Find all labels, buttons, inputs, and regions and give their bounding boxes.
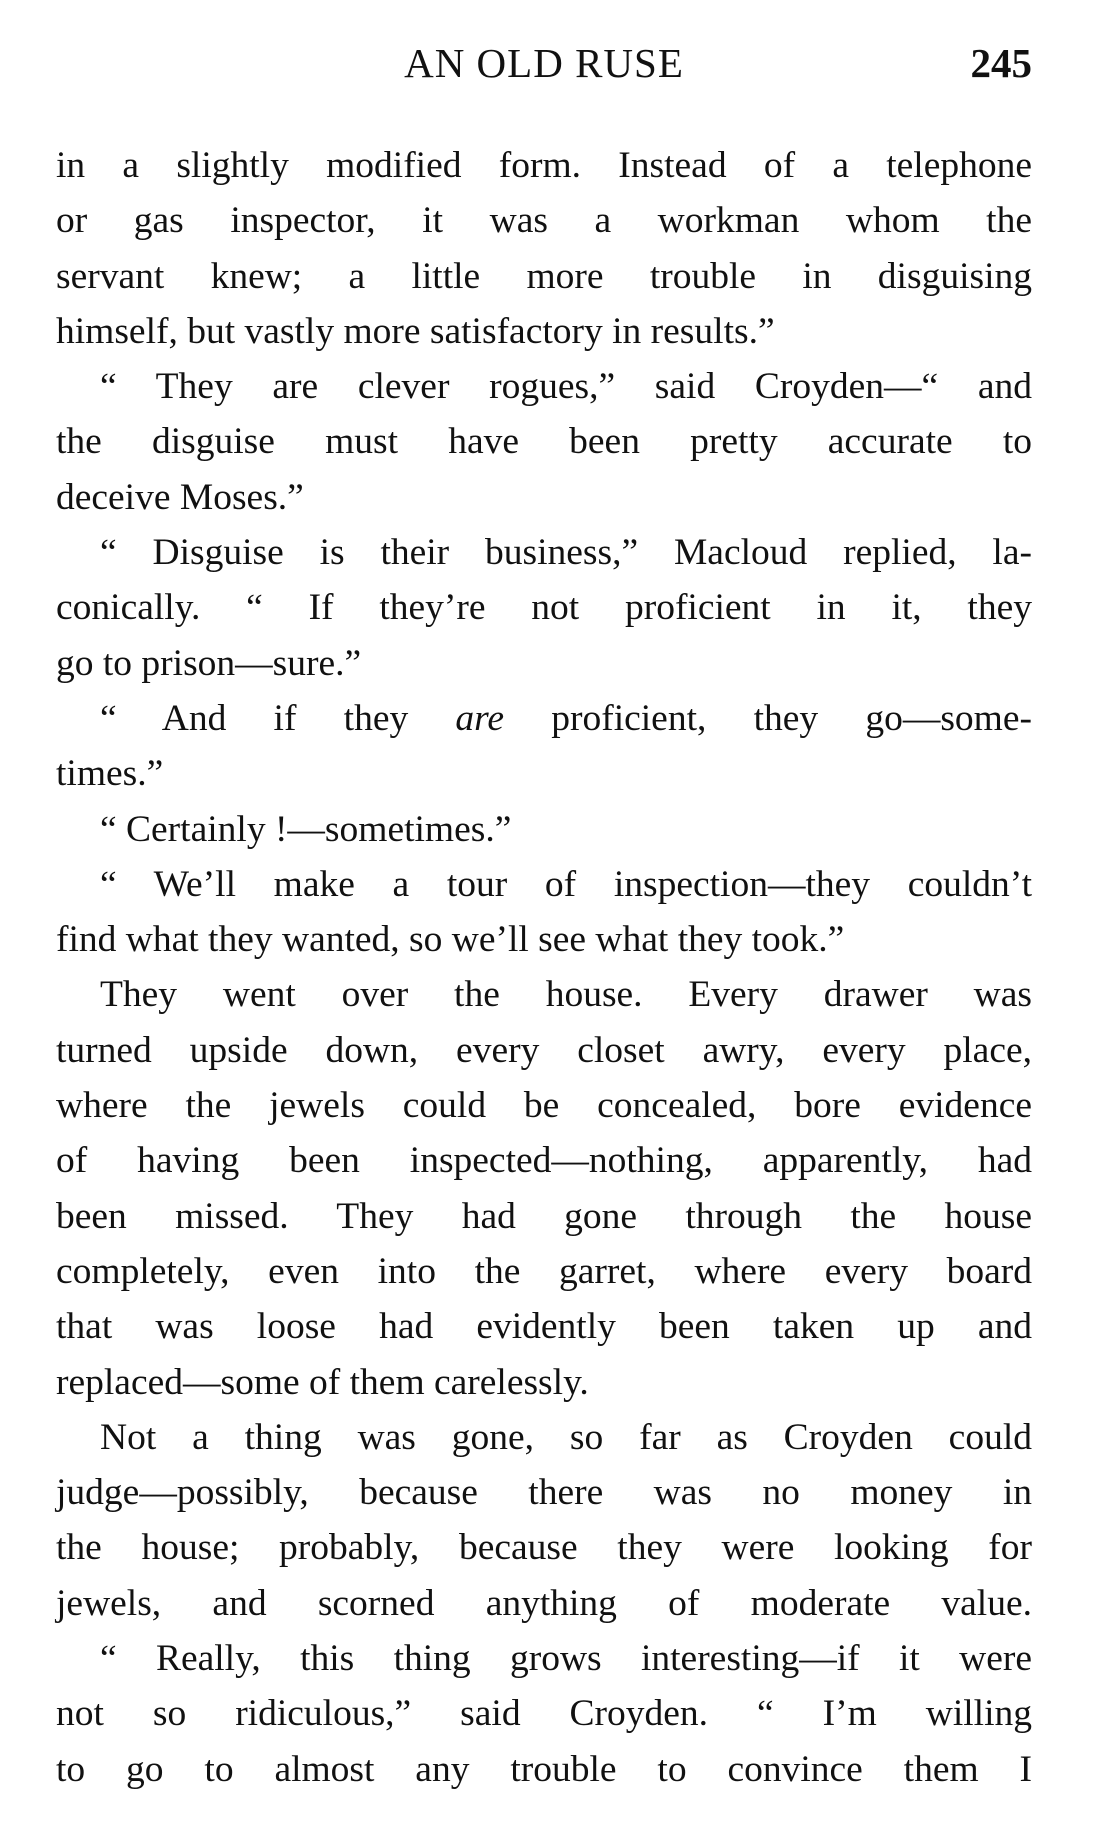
text-line: times.” — [56, 753, 164, 795]
text-line: of having been inspected—nothing, apparently, had — [56, 1140, 1032, 1182]
text-line: judge—possibly, because there was no money in — [56, 1472, 1032, 1514]
text-line: himself, but vastly more satisfactory in results.” — [56, 310, 775, 352]
text-line: servant knew; a little more trouble in disguising — [56, 255, 1032, 297]
page-number: 245 — [970, 40, 1032, 86]
text-line: jewels, and scorned anything of moderate value. — [56, 1582, 1032, 1624]
text-line: the disguise must have been pretty accurate to — [56, 421, 1032, 463]
running-title: AN OLD RUSE — [404, 40, 684, 86]
text-line: find what they wanted, so we’ll see what they took.” — [56, 919, 845, 961]
text-line: to go to almost any trouble to convince them I — [56, 1748, 1032, 1790]
text-line: “ Certainly !—sometimes.” — [100, 808, 512, 850]
text-line: conically. “ If they’re not proficient in it, they — [56, 587, 1032, 629]
text-line: “ We’ll make a tour of inspection—they couldn’t — [100, 863, 1032, 905]
text-line: “ They are clever rogues,” said Croyden—“ and — [100, 366, 1032, 408]
text-line: where the jewels could be concealed, bore evidence — [56, 1085, 1032, 1127]
text-line: turned upside down, every closet awry, every place, — [56, 1029, 1032, 1071]
text-line: the house; probably, because they were looking for — [56, 1527, 1032, 1569]
text-segment: “ And if they — [100, 697, 456, 739]
text-line: been missed. They had gone through the house — [56, 1195, 1032, 1237]
text-line: that was loose had evidently been taken up and — [56, 1306, 1032, 1348]
text-line: deceive Moses.” — [56, 476, 304, 518]
text-line: go to prison—sure.” — [56, 642, 362, 684]
text-line: Not a thing was gone, so far as Croyden could — [100, 1416, 1032, 1458]
page-header — [56, 38, 1032, 88]
text-line: “ Disguise is their business,” Macloud replied, la- — [100, 532, 1032, 574]
text-line — [56, 691, 1032, 746]
text-line: They went over the house. Every drawer was — [100, 974, 1032, 1016]
text-line: “ Really, this thing grows interesting—if it were — [100, 1638, 1032, 1680]
body-text — [56, 138, 1032, 1797]
text-line: or gas inspector, it was a workman whom the — [56, 200, 1032, 242]
text-line: in a slightly modified form. Instead of a telephone — [56, 145, 1032, 186]
text-segment: proficient, they go—some- — [504, 697, 1032, 739]
text-line: not so ridiculous,” said Croyden. “ I’m willing — [56, 1693, 1032, 1735]
text-line: replaced—some of them carelessly. — [56, 1361, 589, 1403]
emphasized-word: are — [455, 697, 505, 739]
text-line: completely, even into the garret, where every board — [56, 1250, 1032, 1292]
